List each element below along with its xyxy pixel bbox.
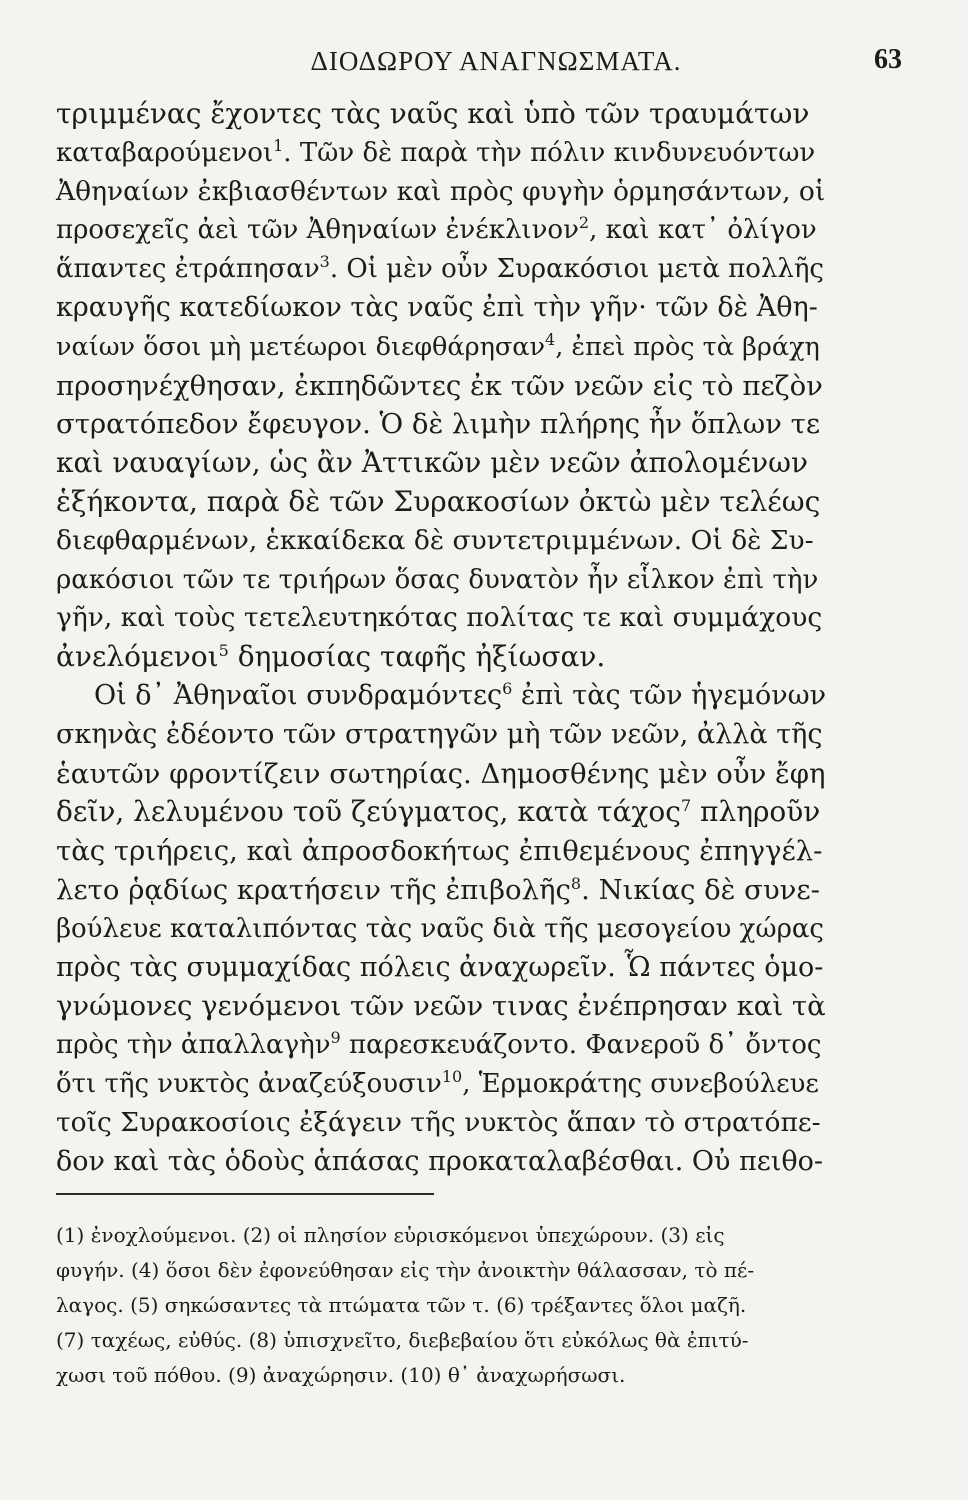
text-span: , ἐπεὶ πρὸς τὰ βράχη bbox=[555, 331, 820, 362]
text-line bbox=[56, 638, 826, 677]
text-span: γνώμονες γενόμενοι τῶν νεῶν τινας ἐνέπρησαν καὶ τὰ bbox=[56, 990, 826, 1023]
text-span: , καὶ κατ᾽ ὀλίγον bbox=[589, 215, 817, 246]
text-line bbox=[56, 677, 826, 716]
text-line bbox=[56, 250, 826, 289]
text-span: δον καὶ τὰς ὁδοὺς ἁπάσας προκαταλαβέσθαι. Οὐ πειθο- bbox=[56, 1145, 823, 1177]
text-span: ὅτι τῆς νυκτὸς ἀναζεύξουσιν bbox=[56, 1068, 442, 1099]
text-span: πρὸς τὴν ἀπαλλαγὴν bbox=[56, 1030, 331, 1061]
text-span: . Οἱ μὲν οὖν Συρακόσιοι μετὰ πολλῆς bbox=[329, 254, 824, 285]
text-line bbox=[56, 328, 826, 367]
running-title: ΔΙΟΔΩΡΟΥ ΑΝΑΓΝΩΣΜΑΤΑ. bbox=[310, 46, 682, 76]
text-span: ἅπαντες ἐτράπησαν bbox=[56, 254, 320, 285]
text-line bbox=[56, 755, 826, 794]
text-span: ναίων ὅσοι μὴ μετέωροι διεφθάρησαν bbox=[56, 331, 546, 362]
text-span: τριμμένας ἔχοντες τὰς ναῦς καὶ ὑπὸ τῶν τραυμάτων bbox=[56, 97, 810, 130]
footnote-divider bbox=[56, 1193, 434, 1195]
text-line bbox=[56, 793, 826, 832]
text-span: καὶ ναυαγίων, ὡς ἂν Ἀττικῶν μὲν νεῶν ἀπολομένων bbox=[56, 446, 808, 480]
text-span: παρεσκευάζοντο. Φανεροῦ δ᾽ ὄντος bbox=[340, 1030, 822, 1061]
footnote-line: χωσι τοῦ πόθου. (9) ἀναχώρησιν. (10) θ᾽ ἀναχωρήσωσι. bbox=[56, 1363, 626, 1387]
footnote-marker: 9 bbox=[330, 1028, 341, 1048]
text-span: . Νικίας δὲ συνε- bbox=[581, 873, 820, 906]
text-line bbox=[56, 173, 826, 212]
footnote-marker: 1 bbox=[273, 135, 284, 155]
text-line bbox=[56, 522, 826, 561]
footnote-marker: 6 bbox=[502, 678, 513, 698]
text-span: σκηνὰς ἐδέοντο τῶν στρατηγῶν μὴ τῶν νεῶν, ἀλλὰ τῆς bbox=[56, 718, 823, 750]
text-span: ἐπὶ τὰς τῶν ἡγεμόνων bbox=[512, 679, 827, 711]
main-text bbox=[56, 95, 826, 1181]
footnote-line: (1) ἐνοχλούμενοι. (2) οἱ πλησίον εὑρισκόμενοι ὑπεχώρουν. (3) εἰς bbox=[56, 1223, 725, 1247]
text-line bbox=[56, 871, 826, 910]
text-span: προσεχεῖς ἀεὶ τῶν Ἀθηναίων ἐνέκλινον bbox=[56, 215, 579, 246]
text-line bbox=[56, 1065, 826, 1104]
text-line bbox=[56, 405, 826, 444]
text-span: ρακόσιοι τῶν τε τριήρων ὅσας δυνατὸν ἦν εἷλκον ἐπὶ τὴν bbox=[56, 564, 819, 595]
text-span: δεῖν, λελυμένου τοῦ ζεύγματος, κατὰ τάχος bbox=[56, 795, 681, 829]
text-span: λετο ῥᾳδίως κρατήσειν τῆς ἐπιβολῆς bbox=[56, 873, 571, 906]
text-line bbox=[56, 832, 826, 871]
text-line bbox=[56, 716, 826, 755]
footnote-marker: 4 bbox=[545, 329, 556, 349]
text-span: στρατόπεδον ἔφευγον. Ὁ δὲ λιμὴν πλήρης ἦν ὅπλων τε bbox=[56, 408, 821, 441]
text-span: προσηνέχθησαν, ἐκπηδῶντες ἐκ τῶν νεῶν εἰς τὸ πεζὸν bbox=[56, 369, 823, 402]
text-span: ἑαυτῶν φροντίζειν σωτηρίας. Δημοσθένης μὲν οὖν ἔφη bbox=[56, 757, 826, 790]
text-line bbox=[56, 1104, 826, 1143]
footnote-marker: 2 bbox=[578, 213, 590, 233]
text-span: καταβαρούμενοι bbox=[56, 137, 274, 168]
text-line bbox=[56, 1026, 826, 1065]
text-line bbox=[56, 561, 826, 600]
text-span: . Τῶν δὲ παρὰ τὴν πόλιν κινδυνευόντων bbox=[283, 137, 816, 168]
text-span: γῆν, καὶ τοὺς τετελευτηκότας πολίτας τε καὶ συμμάχους bbox=[56, 602, 823, 634]
text-span: τὰς τριήρεις, καὶ ἀπροσδοκήτως ἐπιθεμένους ἐπηγγέλ- bbox=[56, 835, 823, 868]
text-span: πληροῦν bbox=[691, 795, 821, 829]
text-line bbox=[56, 599, 826, 638]
text-line bbox=[56, 289, 826, 328]
text-span: τοῖς Συρακοσίοις ἐξάγειν τῆς νυκτὸς ἅπαν τὸ στρατόπε- bbox=[56, 1106, 821, 1138]
running-header bbox=[90, 42, 902, 82]
text-line bbox=[56, 134, 826, 173]
text-line bbox=[56, 1143, 826, 1182]
footnote-marker: 7 bbox=[680, 796, 692, 816]
text-span: βούλευε καταλιπόντας τὰς ναῦς διὰ τῆς μεσογείου χώρας bbox=[56, 913, 824, 944]
text-line bbox=[56, 949, 826, 988]
text-span: διεφθαρμένων, ἑκκαίδεκα δὲ συντετριμμένων. Οἱ δὲ Συ- bbox=[56, 524, 814, 556]
text-line bbox=[56, 910, 826, 949]
text-span: κραυγῆς κατεδίωκον τὰς ναῦς ἐπὶ τὴν γῆν· τῶν δὲ Ἀθη- bbox=[56, 291, 818, 323]
text-span: Οἱ δ᾽ Ἀθηναῖοι συνδραμόντες bbox=[94, 679, 503, 711]
footnote-marker: 10 bbox=[441, 1066, 463, 1086]
text-span: δημοσίας ταφῆς ἠξίωσαν. bbox=[228, 640, 606, 674]
text-line bbox=[56, 987, 826, 1026]
text-span: πρὸς τὰς συμμαχίδας πόλεις ἀναχωρεῖν. Ὧ πάντες ὁμο- bbox=[56, 951, 824, 983]
text-line bbox=[56, 95, 826, 134]
text-line bbox=[56, 211, 826, 250]
text-span: ἑξήκοντα, παρὰ δὲ τῶν Συρακοσίων ὀκτὼ μὲν τελέως bbox=[56, 484, 821, 518]
footnote-line: φυγήν. (4) ὅσοι δὲν ἐφονεύθησαν εἰς τὴν ἀνοικτὴν θάλασσαν, τὸ πέ- bbox=[56, 1258, 755, 1282]
footnotes bbox=[56, 1218, 826, 1393]
text-line bbox=[56, 444, 826, 483]
text-line bbox=[56, 367, 826, 406]
footnote-marker: 3 bbox=[319, 252, 330, 272]
text-line bbox=[56, 483, 826, 522]
text-span: ἀνελόμενοι bbox=[56, 640, 219, 674]
footnote-line: λαγος. (5) σηκώσαντες τὰ πτώματα τῶν τ. (6) τρέξαντες ὅλοι μαζῆ. bbox=[56, 1293, 747, 1317]
footnote-marker: 8 bbox=[570, 873, 582, 893]
text-span: Ἀθηναίων ἐκβιασθέντων καὶ πρὸς φυγὴν ὁρμησάντων, οἱ bbox=[56, 175, 826, 207]
text-span: , Ἑρμοκράτης συνεβούλευε bbox=[462, 1068, 819, 1099]
page-number: 63 bbox=[874, 44, 902, 75]
footnote-marker: 5 bbox=[218, 641, 229, 661]
footnote-line: (7) ταχέως, εὐθύς. (8) ὑπισχνεῖτο, διεβεβαίου ὅτι εὐκόλως θὰ ἐπιτύ- bbox=[56, 1328, 749, 1352]
